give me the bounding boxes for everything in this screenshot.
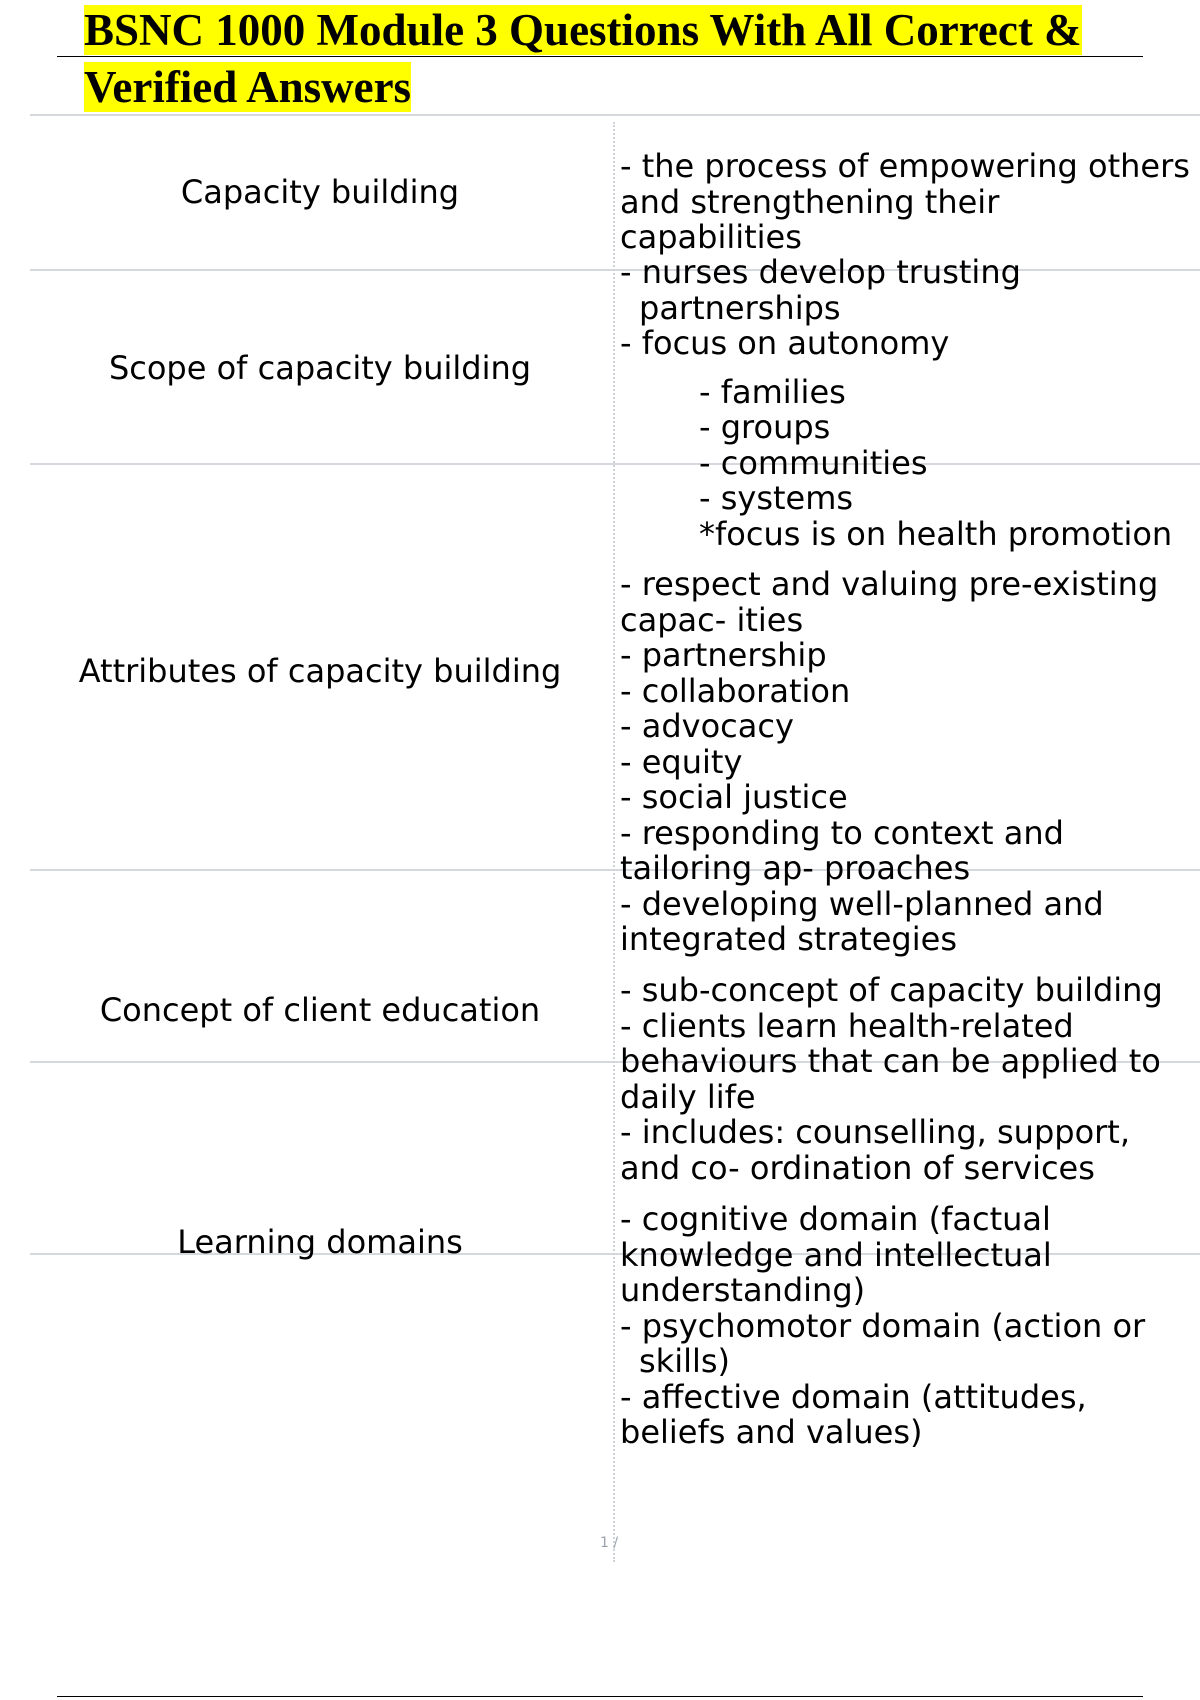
definition-line: - partnership (620, 636, 827, 674)
term-attributes-of-capacity-building: Attributes of capacity building (78, 652, 562, 690)
definition-subitem: - groups (699, 408, 831, 446)
definition-subitem: *focus is on health promotion (699, 514, 1173, 553)
definition-line: - respect and valuing pre-existing capac- ities (620, 565, 1159, 639)
document-title: BSNC 1000 Module 3 Questions With All Correct & Verified Answers (84, 5, 1082, 112)
definition-subitem: - communities (699, 443, 928, 482)
definition-line: - focus on autonomy (620, 324, 950, 362)
term-learning-domains: Learning domains (177, 1223, 463, 1261)
term-concept-of-client-education: Concept of client education (99, 991, 541, 1029)
definition-subitem: - systems (699, 479, 854, 517)
footer-rule (57, 1696, 1143, 1697)
definition-line: - equity (620, 742, 743, 781)
row-divider (30, 114, 1200, 116)
definition-line: - includes: counselling, support, and co- ordination of services (620, 1113, 1131, 1187)
definition-line: - nurses develop trusting partnerships (620, 253, 1021, 327)
column-divider (613, 122, 615, 1562)
definition-line: - sub-concept of capacity building (620, 971, 1163, 1009)
definition-line: - psychomotor domain (action or skills) (620, 1306, 1146, 1380)
term-capacity-building: Capacity building (180, 173, 460, 211)
definition-scope-of-capacity-building (620, 255, 1190, 552)
definition-line: - social justice (620, 778, 848, 816)
definition-attributes-of-capacity-building (620, 567, 1190, 958)
definition-line: - advocacy (620, 707, 794, 745)
definition-subitem: - families (699, 372, 846, 411)
definition-line: - responding to context and tailoring ap- proaches (620, 813, 1064, 887)
definition-line: - affective domain (attitudes, beliefs and values) (620, 1377, 1087, 1451)
term-scope-of-capacity-building: Scope of capacity building (108, 349, 532, 387)
definition-concept-of-client-education (620, 973, 1190, 1186)
definition-line: - the process of empowering others and strengthening their capabilities (620, 147, 1190, 256)
definition-line: - clients learn health-related behaviours that can be applied to daily life (620, 1006, 1161, 1116)
definition-capacity-building (620, 149, 1190, 256)
definition-line: - cognitive domain (factual knowledge and intellectual understanding) (620, 1200, 1052, 1309)
definition-learning-domains (620, 1202, 1190, 1451)
definition-line: - collaboration (620, 671, 851, 710)
page-number: 1 / (600, 1535, 619, 1551)
definition-line: - developing well-planned and integrated strategies (620, 884, 1104, 958)
